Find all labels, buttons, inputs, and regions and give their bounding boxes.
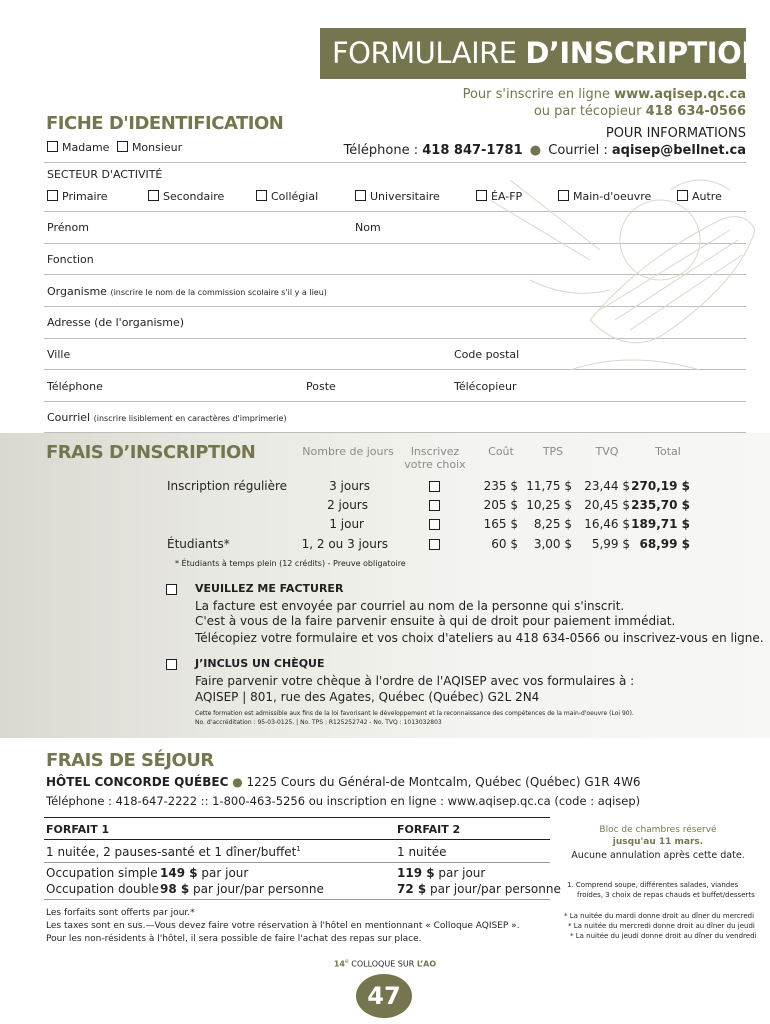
fee-row-tps: 10,25 $ bbox=[526, 498, 572, 512]
email-address[interactable]: aqisep@bellnet.ca bbox=[611, 143, 746, 158]
footnote-1-line-1: 1. Comprend soupe, différentes salades, viandes bbox=[567, 881, 739, 889]
organisme-note: (inscrire le nom de la commission scolaire s'il y a lieu) bbox=[110, 288, 327, 297]
fee-row-jours: 2 jours bbox=[327, 498, 368, 512]
code-postal-field[interactable]: Code postal bbox=[454, 348, 520, 361]
invoice-line-2: C'est à vous de la faire parvenir ensuite à qui de droit pour paiement immédiat. bbox=[195, 614, 676, 628]
checkbox[interactable] bbox=[256, 190, 267, 201]
telephone-field[interactable]: Téléphone bbox=[47, 380, 103, 393]
ville-field[interactable]: Ville bbox=[47, 348, 71, 361]
inscribe-line-1: Pour s'inscrire en ligne www.aqisep.qc.ca bbox=[462, 87, 746, 102]
inscribe-url[interactable]: www.aqisep.qc.ca bbox=[614, 87, 746, 102]
organisme-field[interactable]: Organisme (inscrire le nom de la commission scolaire s'il y a lieu) bbox=[47, 285, 327, 298]
fee-row-tps: 3,00 $ bbox=[533, 537, 572, 551]
nom-field[interactable]: Nom bbox=[355, 221, 381, 234]
form-title-bold: D’INSCRIPTION bbox=[525, 36, 766, 70]
forfait1-desc: 1 nuitée, 2 pauses-santé et 1 dîner/buffet$^1$ bbox=[46, 845, 301, 859]
sector-option-primaire[interactable]: Primaire bbox=[47, 190, 108, 203]
sejour-note-3: Pour les non-résidents à l'hôtel, il sera possible de faire l'achat des repas sur place. bbox=[46, 934, 422, 944]
bloc-line-3: Aucune annulation après cette date. bbox=[571, 850, 745, 861]
sector-option-universitaire[interactable]: Universitaire bbox=[355, 190, 440, 203]
fee-row-tps: 8,25 $ bbox=[533, 517, 572, 531]
header-tvq: TVQ bbox=[595, 445, 619, 458]
bullet-icon: ● bbox=[232, 775, 243, 789]
legal-line-2: No. d'accréditation : 95-03-0125. | No. TPS : R125252742 - No. TVQ : 1013032803 bbox=[195, 719, 442, 726]
footnote-2-line-2: * La nuitée du mercredi donne droit au dîner du jeudi bbox=[568, 922, 755, 930]
sector-option-main-doeuvre[interactable]: Main-d'oeuvre bbox=[558, 190, 651, 203]
hotel-address: 1225 Cours du Général-de Montcalm, Québec (Québec) G1R 4W6 bbox=[246, 775, 641, 789]
invoice-title: VEUILLEZ ME FACTURER bbox=[195, 582, 344, 595]
fee-row-cout: 235 $ bbox=[483, 479, 518, 493]
monsieur-checkbox[interactable] bbox=[117, 141, 128, 152]
header-inscrivez: Inscrivez votre choix bbox=[404, 445, 466, 471]
invoice-line-1: La facture est envoyée par courriel au nom de la personne qui s'inscrit. bbox=[195, 599, 625, 613]
legal-line-1: Cette formation est admissible aux fins de la loi favorisant le développement et la reconnaissance des compétences de la main-d'oeuvre (Loi 90). bbox=[195, 710, 634, 717]
forfait2-desc: 1 nuitée bbox=[397, 845, 447, 859]
forfait1-simple: 149 $ par jour bbox=[160, 866, 249, 880]
occ-double-label: Occupation double bbox=[46, 882, 159, 896]
invoice-checkbox[interactable] bbox=[166, 584, 177, 595]
hotel-line bbox=[46, 775, 641, 789]
inscribe-fax: 418 634-0566 bbox=[645, 104, 746, 119]
page-number: 47 bbox=[356, 974, 412, 1018]
hotel-name: HÔTEL CONCORDE QUÉBEC bbox=[46, 775, 229, 789]
header-total: Total bbox=[655, 445, 681, 458]
fee-choice-checkbox[interactable] bbox=[429, 500, 440, 511]
bloc-line-2: jusqu'au 11 mars. bbox=[612, 837, 704, 847]
fee-row-tvq: 16,46 $ bbox=[584, 517, 630, 531]
footnote-2-line-3: * La nuitée du jeudi donne droit au dîner du vendredi bbox=[570, 932, 757, 940]
students-note: * Étudiants à temps plein (12 crédits) - Preuve obligatoire bbox=[175, 559, 406, 568]
header-cout: Coût bbox=[488, 445, 514, 458]
fee-row-jours: 1 jour bbox=[329, 517, 364, 531]
sejour-title: FRAIS DE SÉJOUR bbox=[46, 750, 214, 771]
header-jours: Nombre de jours bbox=[302, 445, 394, 458]
fee-choice-checkbox[interactable] bbox=[429, 481, 440, 492]
fee-row-jours: 3 jours bbox=[329, 479, 370, 493]
bloc-line-1: Bloc de chambres réservé bbox=[599, 825, 717, 835]
fee-row-tvq: 23,44 $ bbox=[584, 479, 630, 493]
forfait2-title: FORFAIT 2 bbox=[397, 823, 461, 836]
sector-option-collegial[interactable]: Collégial bbox=[256, 190, 318, 203]
telecopieur-field[interactable]: Télécopieur bbox=[454, 380, 517, 393]
cheque-checkbox[interactable] bbox=[166, 659, 177, 670]
fee-row-total: 235,70 $ bbox=[631, 498, 690, 512]
table-header-rule bbox=[44, 839, 550, 840]
poste-field[interactable]: Poste bbox=[306, 380, 336, 393]
phone-number: 418 847-1781 bbox=[422, 143, 523, 158]
checkbox[interactable] bbox=[148, 190, 159, 201]
sejour-note-1: Les forfaits sont offerts par jour.* bbox=[46, 908, 195, 918]
fee-row-cout: 205 $ bbox=[483, 498, 518, 512]
table-row-rule bbox=[44, 862, 550, 863]
cheque-line-2: AQISEP | 801, rue des Agates, Québec (Québec) G2L 2N4 bbox=[195, 690, 540, 704]
adresse-field[interactable]: Adresse (de l'organisme) bbox=[47, 316, 185, 329]
forfait1-title: FORFAIT 1 bbox=[46, 823, 110, 836]
forfait2-double: 72 $ par jour/par personne bbox=[397, 882, 561, 896]
invoice-line-3: Télécopiez votre formulaire et vos choix d'ateliers au 418 634-0566 ou inscrivez-vous en ligne. bbox=[195, 631, 764, 645]
fee-choice-checkbox[interactable] bbox=[429, 539, 440, 550]
sejour-note-2: Les taxes sont en sus.—Vous devez faire votre réservation à l'hôtel en mentionnant « Colloque AQISEP ». bbox=[46, 921, 520, 931]
header-tps: TPS bbox=[542, 445, 564, 458]
decorative-sketch bbox=[470, 160, 760, 410]
cheque-line-1: Faire parvenir votre chèque à l'ordre de l'AQISEP avec vos formulaires à : bbox=[195, 674, 635, 688]
sector-label: SECTEUR D'ACTIVITÉ bbox=[47, 168, 163, 181]
madame-checkbox[interactable] bbox=[47, 141, 58, 152]
fee-row-total: 189,71 $ bbox=[631, 517, 690, 531]
fee-row-cout: 60 $ bbox=[491, 537, 518, 551]
table-bottom-rule bbox=[44, 899, 550, 900]
prenom-field[interactable]: Prénom bbox=[47, 221, 89, 234]
sector-option-autre[interactable]: Autre bbox=[677, 190, 722, 203]
sector-option-eafp[interactable]: ÉA-FP bbox=[476, 190, 522, 203]
courriel-field[interactable]: Courriel (inscrire lisiblement en caractères d'imprimerie) bbox=[47, 411, 287, 424]
contact-line: Téléphone : 418 847-1781 ● Courriel : aqisep@bellnet.ca bbox=[343, 143, 746, 158]
fee-row-jours: 1, 2 ou 3 jours bbox=[301, 537, 388, 551]
fee-row-total: 270,19 $ bbox=[631, 479, 690, 493]
cheque-title: J’INCLUS UN CHÈQUE bbox=[195, 657, 325, 670]
footer-colloque: 14e COLLOQUE SUR L’AO bbox=[333, 958, 437, 969]
fonction-field[interactable]: Fonction bbox=[47, 253, 94, 266]
civility-row: Madame Monsieur bbox=[47, 141, 182, 154]
fee-row-tvq: 20,45 $ bbox=[584, 498, 630, 512]
fee-row-label: Étudiants* bbox=[167, 537, 230, 551]
fee-row-tvq: 5,99 $ bbox=[591, 537, 630, 551]
footnote-2-line-1: * La nuitée du mardi donne droit au dîner du mercredi bbox=[564, 912, 755, 920]
courriel-note: (inscrire lisiblement en caractères d'imprimerie) bbox=[93, 414, 287, 423]
fee-row-total: 68,99 $ bbox=[639, 537, 690, 551]
inscribe-line-2: ou par técopieur 418 634-0566 bbox=[533, 104, 746, 119]
occ-simple-label: Occupation simple bbox=[46, 866, 158, 880]
bullet-icon: ● bbox=[529, 143, 542, 158]
sector-option-secondaire[interactable]: Secondaire bbox=[148, 190, 224, 203]
info-label: POUR INFORMATIONS bbox=[605, 126, 746, 141]
form-title-light: FORMULAIRE bbox=[332, 36, 526, 70]
hotel-phone: Téléphone : 418-647-2222 :: 1-800-463-5256 ou inscription en ligne : www.aqisep.qc.ca (code : aqisep) bbox=[46, 794, 641, 808]
fees-title: FRAIS D’INSCRIPTION bbox=[46, 442, 256, 463]
fee-choice-checkbox[interactable] bbox=[429, 519, 440, 530]
checkbox[interactable] bbox=[355, 190, 366, 201]
checkbox[interactable] bbox=[47, 190, 58, 201]
fee-row-cout: 165 $ bbox=[483, 517, 518, 531]
fee-row-label: Inscription régulière bbox=[167, 479, 288, 493]
table-top-rule bbox=[44, 817, 550, 818]
footnote-1-line-2: froides, 3 choix de repas chauds et buffet/desserts bbox=[577, 891, 755, 899]
forfait1-double: 98 $ par jour/par personne bbox=[160, 882, 324, 896]
fee-row-tps: 11,75 $ bbox=[526, 479, 572, 493]
identification-title: FICHE D'IDENTIFICATION bbox=[46, 113, 284, 134]
form-title-band bbox=[320, 28, 766, 79]
forfait2-simple: 119 $ par jour bbox=[397, 866, 486, 880]
